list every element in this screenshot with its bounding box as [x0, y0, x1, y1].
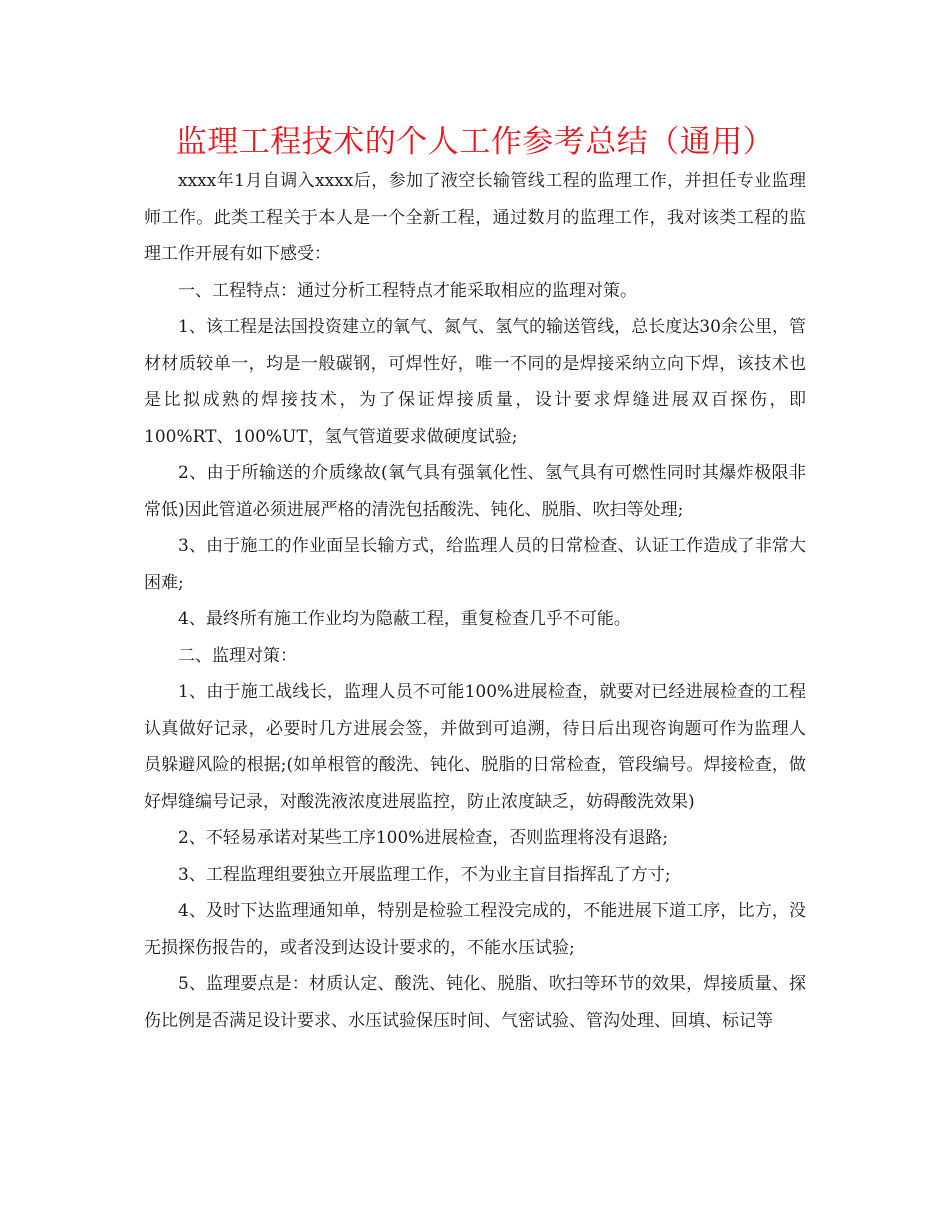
- paragraph-countermeasure-2: 2、不轻易承诺对某些工序100%进展检查，否则监理将没有退路;: [178, 828, 669, 848]
- paragraph-intro: xxxx年1月自调入xxxx后，参加了液空长输管线工程的监理工作，并担任专业监理师工作。此类工程关于本人是一个全新工程，通过数月的监理工作，我对该类工程的监理工作开展有如下感受：: [144, 171, 806, 264]
- document-body: [144, 163, 806, 1039]
- paragraph-countermeasure-1: 1、由于施工战线长，监理人员不可能100%进展检查，就要对已经进展检查的工程认真做好记录，必要时几方进展会签，并做到可追溯，待日后出现咨询题可作为监理人员躲避风险的根据;(如单根管的酸洗、钝化、脱脂的日常检查，管段编号。焊接检查，做好焊缝编号记录，对酸洗液浓度进展监控，防止浓度缺乏，妨碍酸洗效果): [144, 682, 806, 812]
- paragraph-feature-1: 1、该工程是法国投资建立的氧气、氮气、氢气的输送管线，总长度达30余公里，管材材质较单一，均是一般碳钢，可焊性好，唯一不同的是焊接采纳立向下焊，该技术也是比拟成熟的焊接技术，为了保证焊接质量，设计要求焊缝进展双百探伤，即100%RT、100%UT，氢气管道要求做硬度试验;: [144, 317, 806, 447]
- paragraph-feature-2: 2、由于所输送的介质缘故(氧气具有强氧化性、氢气具有可燃性同时其爆炸极限非常低)因此管道必须进展严格的清洗包括酸洗、钝化、脱脂、吹扫等处理;: [144, 463, 806, 520]
- paragraph-countermeasure-4: 4、及时下达监理通知单，特别是检验工程没完成的，不能进展下道工序，比方，没无损探伤报告的，或者没到达设计要求的，不能水压试验;: [144, 901, 806, 958]
- paragraph-countermeasure-5: 5、监理要点是：材质认定、酸洗、钝化、脱脂、吹扫等环节的效果，焊接质量、探伤比例是否满足设计要求、水压试验保压时间、气密试验、管沟处理、回填、标记等: [144, 974, 806, 1031]
- section-heading-project-features: 一、工程特点：通过分析工程特点才能采取相应的监理对策。: [178, 280, 637, 301]
- section-heading-countermeasures: 二、监理对策：: [178, 645, 297, 666]
- document-title: 监理工程技术的个人工作参考总结（通用）: [175, 124, 775, 160]
- paragraph-countermeasure-3: 3、工程监理组要独立开展监理工作，不为业主盲目指挥乱了方寸;: [178, 864, 671, 885]
- paragraph-feature-3: 3、由于施工的作业面呈长输方式，给监理人员的日常检查、认证工作造成了非常大困难;: [144, 536, 806, 593]
- paragraph-feature-4: 4、最终所有施工作业均为隐蔽工程，重复检查几乎不可能。: [178, 609, 631, 629]
